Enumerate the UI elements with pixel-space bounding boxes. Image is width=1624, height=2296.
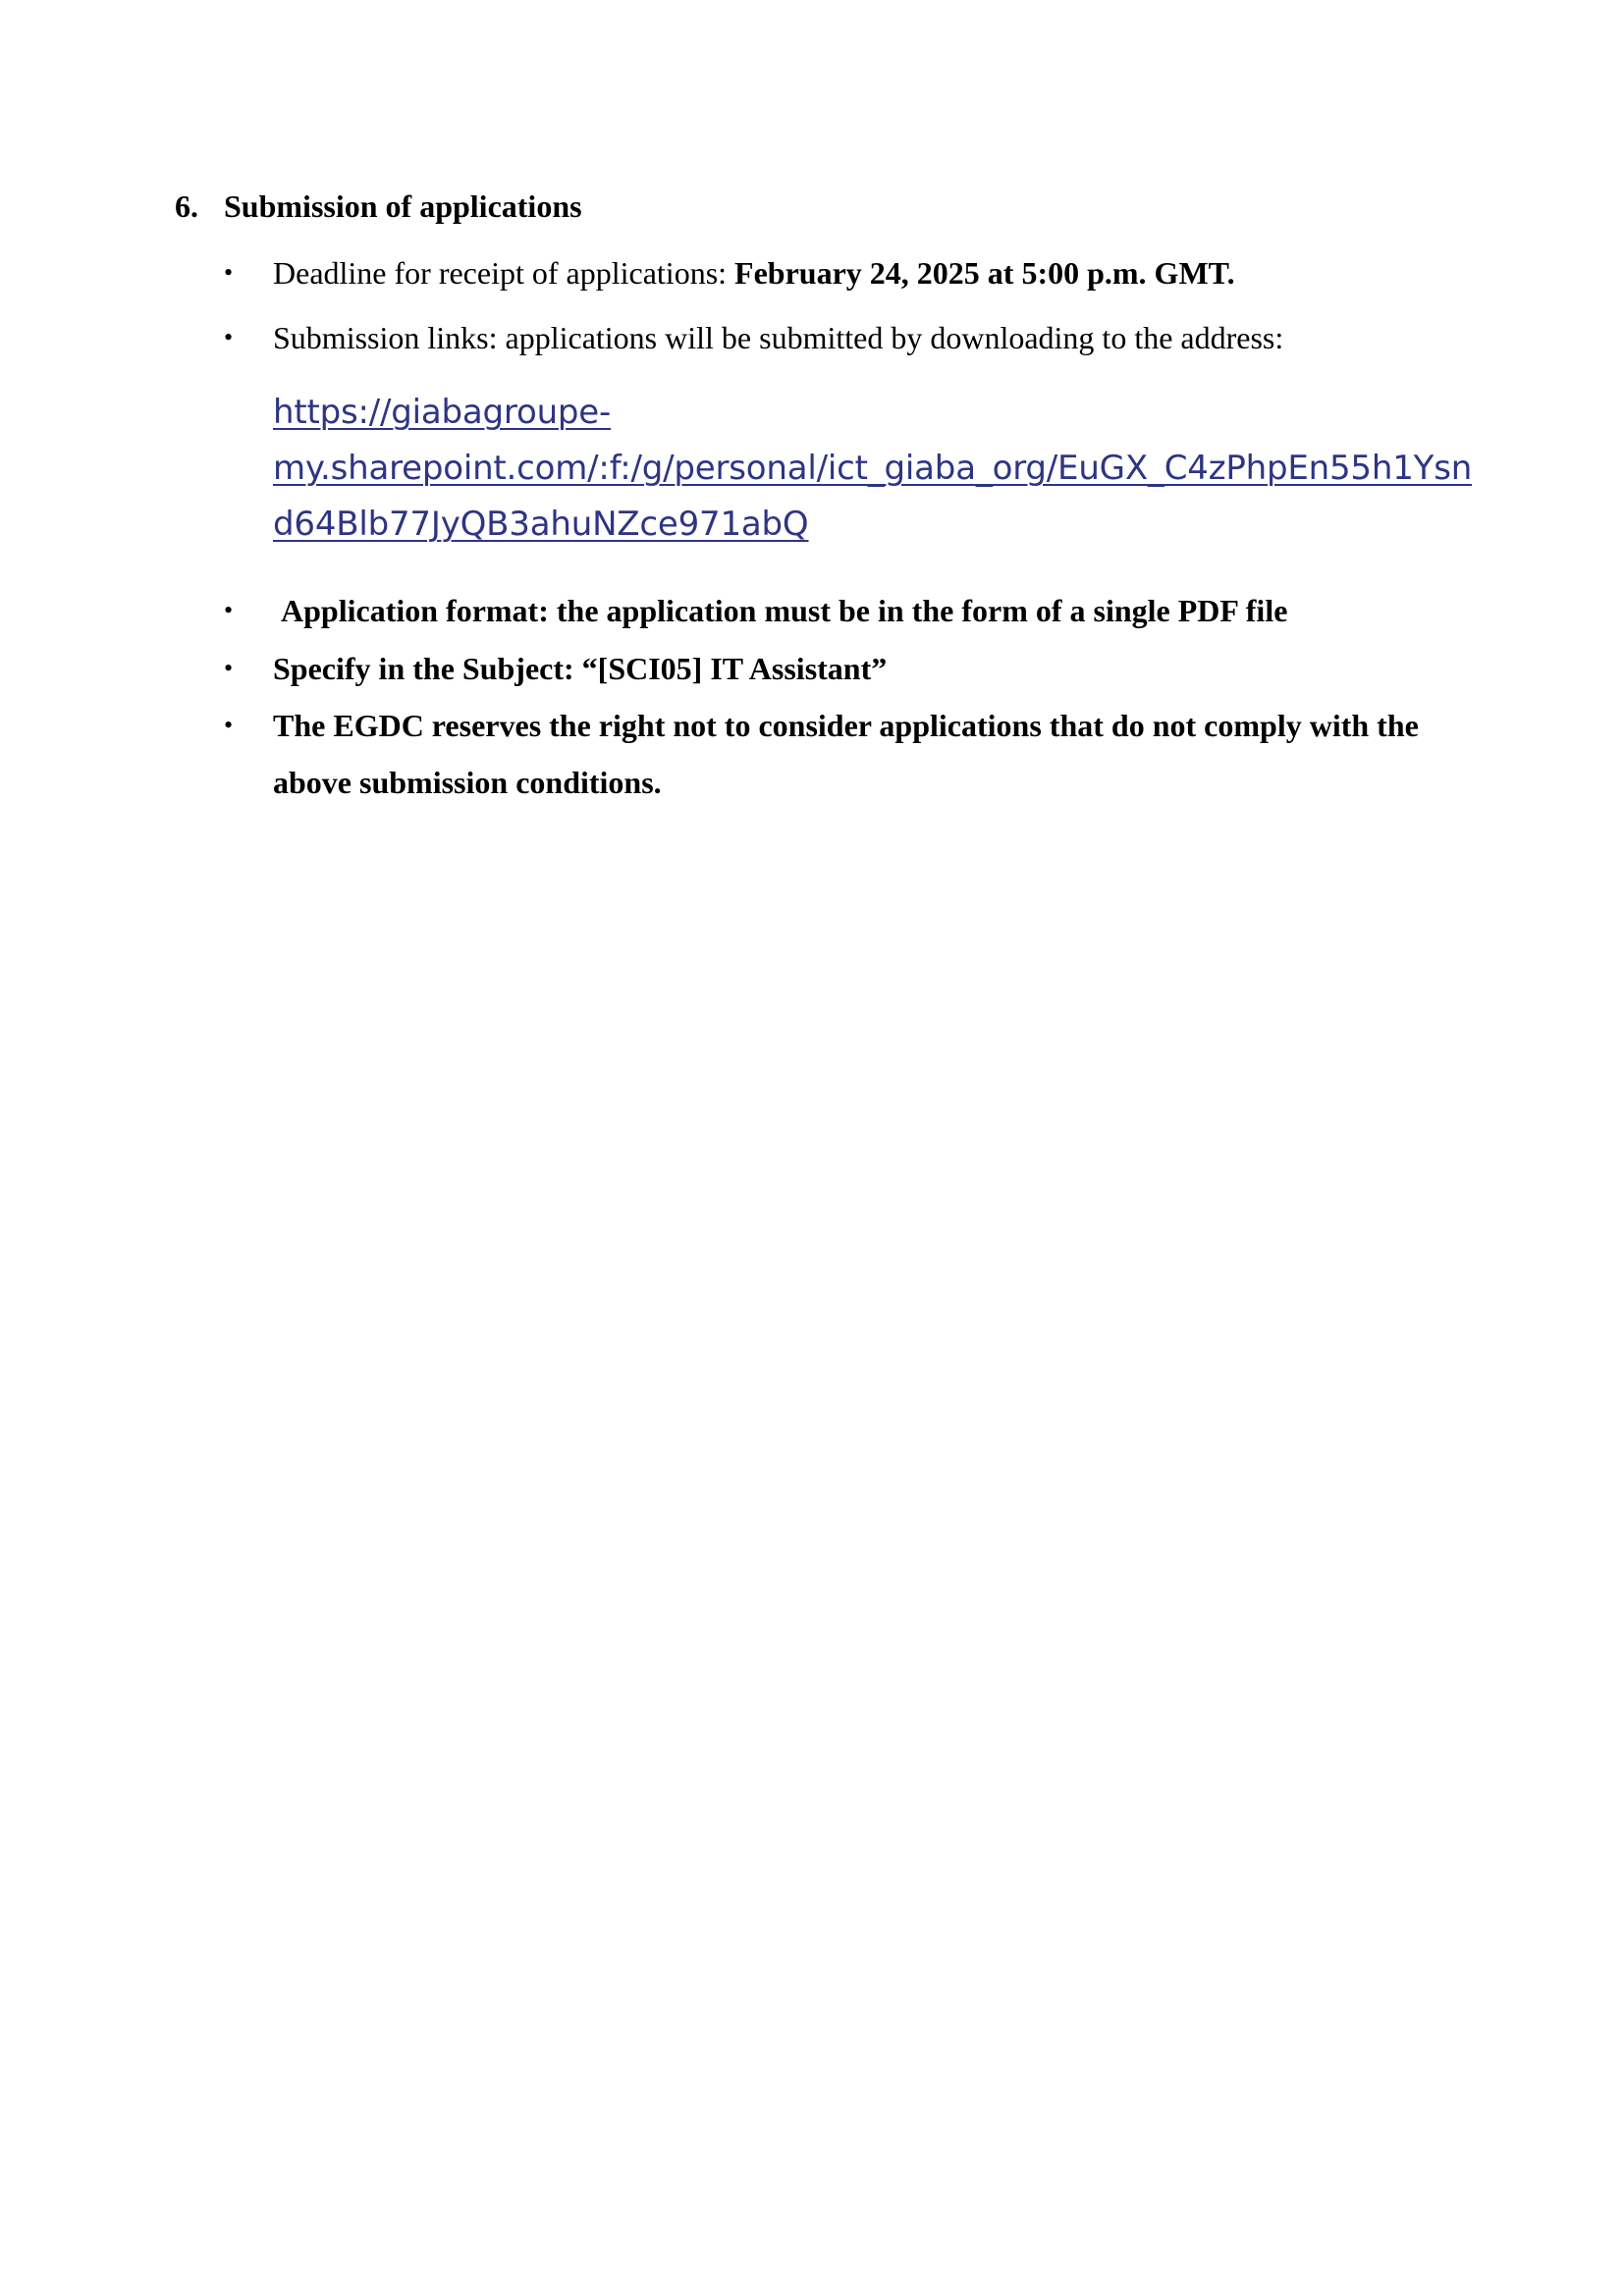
submission-link-line-3: d64Blb77JyQB3ahuNZce971abQ (273, 505, 809, 544)
submission-links-text: Submission links: applications will be submitted by downloading to the address: (273, 320, 1284, 355)
bullet-icon: • (224, 596, 234, 624)
application-format-text: Application format: the application must be in the form of a single PDF file (281, 593, 1288, 628)
bullet-icon: • (224, 654, 234, 682)
bullet-icon: • (224, 711, 234, 739)
bullet-icon: • (224, 323, 234, 351)
deadline-value: February 24, 2025 at 5:00 p.m. GMT. (734, 255, 1235, 291)
reservation-text-line-1: The EGDC reserves the right not to consider applications that do not comply with the (273, 708, 1419, 743)
reservation-text-line-2: above submission conditions. (273, 765, 662, 800)
section-title: Submission of applications (224, 188, 582, 224)
submission-link-line-2: my.sharepoint.com/:f:/g/personal/ict_giaba_org/EuGX_C4zPhpEn55h1Ysn (273, 449, 1473, 488)
section-number: 6. (175, 188, 198, 224)
deadline-label: Deadline for receipt of applications: (273, 255, 735, 291)
subject-text: Specify in the Subject: “[SCI05] IT Assistant” (273, 651, 888, 686)
submission-link-line-1: https://giabagroupe- (273, 393, 612, 432)
submission-link[interactable] (273, 385, 1500, 553)
deadline-text (273, 253, 1235, 293)
bullet-icon: • (224, 258, 234, 287)
section-heading (175, 187, 582, 226)
